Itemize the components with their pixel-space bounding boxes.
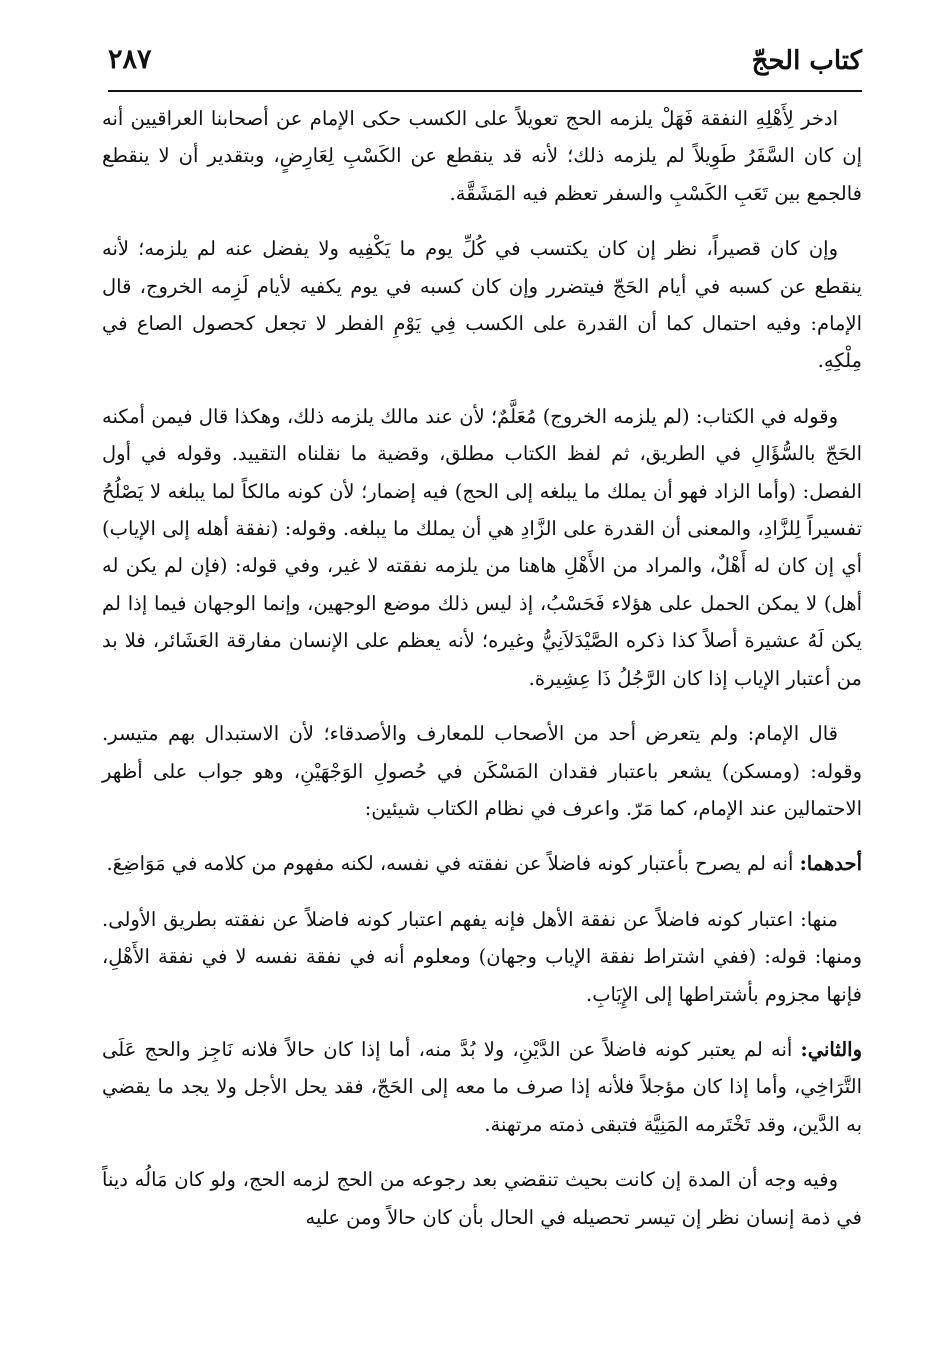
- paragraph-text: أنه لم يعتبر كونه فاضلاً عن الدَّيْنِ، ولا بُدَّ منه، أما إذا كان حالاً فلانه نَاجِز والحج عَلَى التَّرَاخِي، وأما إذا كان مؤجلاً فلأنه إذا صرف ما معه إلى الحَجّ، فقد يحل الأجل ولا يجد ما يقضي به الدَّين، وقد تَخْتَرمه المَنِيَّة فتبقى ذمته مرتهنة.: [102, 1037, 862, 1136]
- body-text: [102, 100, 862, 1254]
- paragraph: [102, 1161, 862, 1236]
- paragraph-text: وقوله في الكتاب: (لم يلزمه الخروج) مُعَلَّمٌ؛ لأن عند مالك يلزمه ذلك، وهكذا قال فيمن أمكنه الحَجّ بالسُّؤَالِ في الطريق، ثم لفظ الكتاب مطلق، وقضية ما نقلناه التقييد. وقوله في أول الفصل: (وأما الزاد فهو أن يملك ما يبلغه إلى الحج) فيه إضمار؛ لأن كونه مالكاً لما يبلغه لا يَصْلُحُ تفسيراً لِلزَّادِ، والمعنى أن القدرة على الزَّادِ هي أن يملك ما يبلغه. وقوله: (نفقة أهله إلى الإياب) أي إن كان له أَهْلٌ، والمراد من الأَهْلِ هاهنا من يلزمه نفقته لا غير، وفي قوله: (فإن لم يكن له أهل) لا يمكن الحمل على هؤلاء فَحَسْبُ، إذ ليس ذلك موضع الوجهين، وإنما الوجهان فيما إذا لم يكن لَهُ عشيرة أصلاً كذا ذكره الصَّيْدَلاَنِيُّ وغيره؛ لأنه يعظم على الإنسان مفارقة العَشَائر، فلا بد من أعتبار الإياب إذا كان الرَّجُلُ ذَا عِشِيرة.: [102, 404, 862, 690]
- page-number: ٢٨٧: [108, 44, 152, 75]
- paragraph: [102, 845, 862, 882]
- paragraph-lead: والثاني:: [800, 1037, 862, 1061]
- paragraph-text: منها: اعتبار كونه فاضلاً عن نفقة الأهل فإنه يفهم اعتبار كونه فاضلاً عن نفقته بطريق الأولى. ومنها: قوله: (ففي اشتراط نفقة الإياب وجهان) ومعلوم أنه في نفقة نفسه لا في نفقة الأَهْلِ، فإنها مجزوم بأشتراطها إلى الإِيَابِ.: [102, 907, 862, 1006]
- paragraph-text: أنه لم يصرح بأعتبار كونه فاضلاً عن نفقته في نفسه، لكنه مفهوم من كلامه في مَوَاضِعَ.: [106, 852, 800, 876]
- paragraph: [102, 715, 862, 827]
- paragraph: [102, 1031, 862, 1143]
- running-title: كتاب الحجّ: [751, 46, 862, 76]
- paragraph-text: وإن كان قصيراً، نظر إن كان يكتسب في كُلِّ يوم ما يَكْفِيه ولا يفضل عنه لم يلزمه؛ لأنه ينقطع عن كسبه في أيام الحَجّ فيتضرر وإن كان كسبه في يوم يكفيه لأيام لَزِمه الخروج، قال الإمام: وفيه احتمال كما أن القدرة على الكسب فِي يَوْمِ الفطر لا تجعل كحصول الصاع في مِلْكِهِ.: [102, 237, 862, 373]
- paragraph-text: قال الإمام: ولم يتعرض أحد من الأصحاب للمعارف والأصدقاء؛ لأن الاستبدال بهم متيسر. وقوله: (ومسكن) يشعر باعتبار فقدان المَسْكَن في حُصولِ الوَجْهَيْنِ، وهو جواب على أظهر الاحتمالين عند الإمام، كما مَرّ. واعرف في نظام الكتاب شيئين:: [102, 722, 862, 820]
- paragraph: [102, 230, 862, 380]
- paragraph: [102, 398, 862, 697]
- paragraph-text: وفيه وجه أن المدة إن كانت بحيث تنقضي بعد رجوعه من الحج لزمه الحج، ولو كان مَالُه ديناً في ذمة إنسان نظر إن تيسر تحصيله في الحال بأن كان حالاً ومن عليه: [102, 1168, 862, 1229]
- paragraph-lead: أحدهما:: [799, 852, 862, 876]
- paragraph: [102, 100, 862, 212]
- paragraph: [102, 901, 862, 1013]
- page-header: [108, 40, 862, 92]
- paragraph-text: ادخر لِأَهْلِهِ النفقة فَهَلْ يلزمه الحج تعويلاً على الكسب حكى الإمام عن أصحابنا العراقيين أنه إن كان السَّفَرُ طَوِيلاً لم يلزمه ذلك؛ لأنه قد ينقطع عن الكَسْبِ لِعَارِضٍ، وبتقدير أن لا ينقطع فالجمع بين تَعَبِ الكَسْبِ والسفر تعظم فيه المَشَقَّة.: [102, 107, 862, 205]
